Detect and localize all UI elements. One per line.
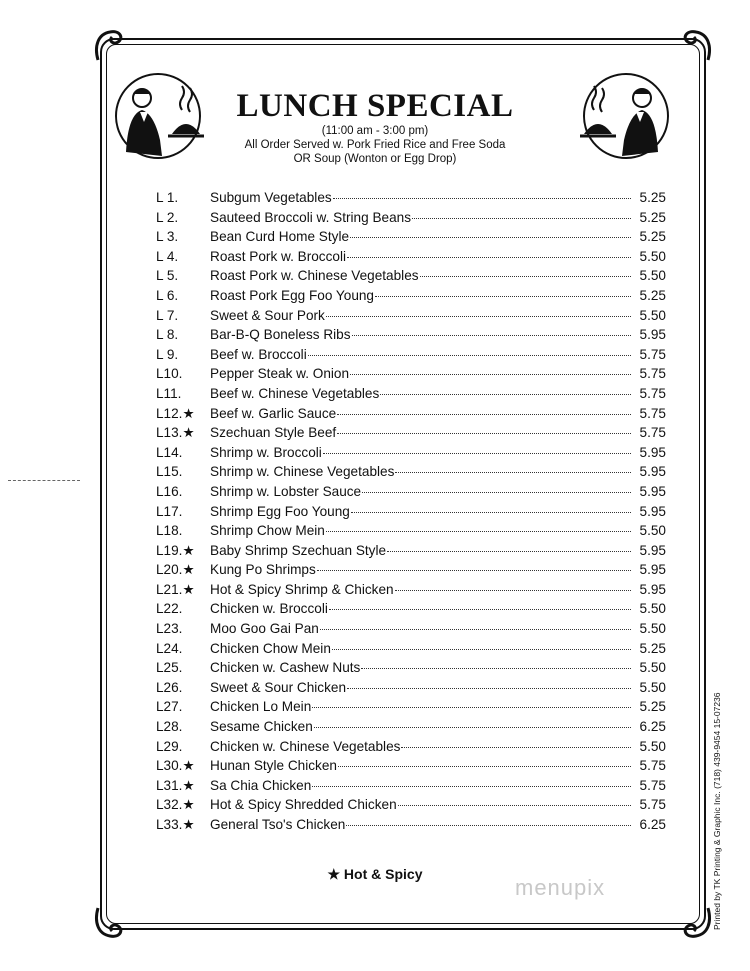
dot-leader	[380, 394, 631, 395]
item-code: L10.	[156, 366, 183, 382]
item-code: L26.	[156, 679, 183, 695]
item-price: 5.95	[639, 464, 666, 480]
menu-item	[156, 660, 666, 680]
item-name: Beef w. Broccoli	[210, 346, 307, 362]
item-name: Szechuan Style Beef	[210, 425, 337, 441]
item-name: Sauteed Broccoli w. String Beans	[210, 209, 411, 225]
item-name: Shrimp Chow Mein	[210, 523, 325, 539]
dot-leader	[387, 551, 631, 552]
item-code: L 7.	[156, 307, 179, 323]
dot-leader	[308, 355, 631, 356]
item-code: L18.	[156, 523, 183, 539]
item-name: General Tso's Chicken	[210, 817, 346, 832]
menu-item	[156, 778, 666, 798]
dot-leader	[361, 668, 631, 669]
item-price: 5.95	[639, 562, 666, 578]
menu-item	[156, 445, 666, 465]
page-title: LUNCH SPECIAL	[236, 88, 514, 124]
item-price: 5.75	[639, 797, 666, 813]
menu-item	[156, 327, 666, 347]
item-name: Bean Curd Home Style	[210, 229, 350, 245]
item-price: 5.25	[639, 229, 666, 245]
item-price: 5.50	[639, 523, 666, 539]
item-price: 5.25	[639, 699, 666, 715]
menu-item	[156, 229, 666, 249]
item-code: L 6.	[156, 287, 179, 303]
dot-leader	[320, 629, 631, 630]
item-name: Subgum Vegetables	[210, 190, 332, 205]
item-code: L21.★	[156, 581, 195, 597]
dot-leader	[351, 512, 631, 513]
item-name: Shrimp w. Chinese Vegetables	[210, 464, 395, 480]
dot-leader	[329, 609, 631, 610]
hot-spicy-legend: ★ Hot & Spicy	[327, 866, 423, 882]
item-price: 5.75	[639, 346, 666, 362]
item-name: Hot & Spicy Shrimp & Chicken	[210, 581, 394, 597]
item-price: 5.50	[639, 679, 666, 695]
item-code: L14.	[156, 444, 183, 460]
item-name: Roast Pork w. Chinese Vegetables	[210, 268, 419, 284]
item-code: L27.	[156, 699, 183, 715]
item-price: 5.75	[639, 777, 666, 793]
item-name: Roast Pork Egg Foo Young	[210, 287, 374, 303]
menu-item	[156, 719, 666, 739]
item-price: 5.95	[639, 483, 666, 499]
item-code: L19.★	[156, 542, 195, 558]
menu-item	[156, 739, 666, 759]
menu-item	[156, 758, 666, 778]
dot-leader	[375, 296, 631, 297]
item-price: 5.50	[639, 248, 666, 264]
item-name: Pepper Steak w. Onion	[210, 366, 350, 382]
menu-item	[156, 210, 666, 230]
item-price: 5.25	[639, 190, 666, 205]
item-price: 6.25	[639, 817, 666, 832]
menu-item	[156, 464, 666, 484]
item-code: L28.	[156, 719, 183, 735]
item-price: 5.95	[639, 581, 666, 597]
item-code: L24.	[156, 640, 183, 656]
item-price: 5.95	[639, 444, 666, 460]
item-code: L23.	[156, 621, 183, 637]
dot-leader	[350, 237, 631, 238]
menu-item	[156, 680, 666, 700]
stray-mark	[8, 480, 80, 481]
dot-leader	[412, 218, 631, 219]
item-code: L11.	[156, 385, 182, 401]
dot-leader	[401, 747, 631, 748]
item-price: 6.25	[639, 719, 666, 735]
item-price: 5.25	[639, 209, 666, 225]
menu-list	[156, 190, 666, 837]
item-code: L20.★	[156, 562, 195, 578]
menu-item	[156, 601, 666, 621]
menu-item	[156, 641, 666, 661]
item-code: L 5.	[156, 268, 179, 284]
dot-leader	[312, 786, 631, 787]
menu-item	[156, 386, 666, 406]
item-price: 5.75	[639, 758, 666, 774]
item-name: Chicken Lo Mein	[210, 699, 312, 715]
item-name: Chicken w. Cashew Nuts	[210, 660, 361, 676]
menu-item	[156, 797, 666, 817]
printer-credit: Printed by TK Printing & Graphic Inc. (718) 439-9454 15-07236	[712, 692, 722, 930]
item-code: L16.	[156, 483, 183, 499]
corner-flourish-icon	[676, 26, 716, 66]
item-name: Chicken w. Broccoli	[210, 601, 328, 617]
dot-leader	[350, 374, 631, 375]
dot-leader	[362, 492, 631, 493]
menu-item	[156, 523, 666, 543]
item-code: L 2.	[156, 209, 179, 225]
item-name: Beef w. Chinese Vegetables	[210, 385, 380, 401]
dot-leader	[395, 472, 631, 473]
soup-option-text: OR Soup (Wonton or Egg Drop)	[293, 153, 457, 165]
corner-flourish-icon	[676, 902, 716, 942]
corner-flourish-icon	[90, 902, 130, 942]
item-price: 5.50	[639, 660, 666, 676]
dot-leader	[332, 649, 631, 650]
item-code: L 3.	[156, 229, 179, 245]
menu-item	[156, 425, 666, 445]
dot-leader	[347, 257, 631, 258]
dot-leader	[398, 805, 631, 806]
menu-item	[156, 249, 666, 269]
item-name: Shrimp Egg Foo Young	[210, 503, 350, 519]
item-name: Beef w. Garlic Sauce	[210, 405, 337, 421]
dot-leader	[337, 433, 631, 434]
dot-leader	[326, 316, 631, 317]
dot-leader	[314, 727, 631, 728]
item-price: 5.25	[639, 287, 666, 303]
dot-leader	[395, 590, 631, 591]
item-name: Shrimp w. Lobster Sauce	[210, 483, 362, 499]
menu-item	[156, 817, 666, 837]
item-name: Roast Pork w. Broccoli	[210, 248, 346, 264]
item-code: L33.★	[156, 817, 195, 832]
menu-item	[156, 268, 666, 288]
item-code: L 1.	[156, 190, 179, 205]
dot-leader	[346, 825, 631, 826]
item-name: Chicken w. Chinese Vegetables	[210, 738, 401, 754]
item-name: Chicken Chow Mein	[210, 640, 331, 656]
menu-item	[156, 699, 666, 719]
item-code: L15.	[156, 464, 183, 480]
item-name: Hot & Spicy Shredded Chicken	[210, 797, 397, 813]
dot-leader	[312, 707, 631, 708]
item-name: Baby Shrimp Szechuan Style	[210, 542, 387, 558]
dot-leader	[333, 198, 631, 199]
dot-leader	[338, 766, 631, 767]
item-price: 5.95	[639, 503, 666, 519]
item-code: L32.★	[156, 797, 195, 813]
dot-leader	[352, 335, 631, 336]
corner-flourish-icon	[90, 26, 130, 66]
item-name: Sweet & Sour Pork	[210, 307, 325, 323]
item-name: Sesame Chicken	[210, 719, 313, 735]
item-code: L30.★	[156, 758, 195, 774]
item-price: 5.50	[639, 601, 666, 617]
item-code: L13.★	[156, 425, 195, 441]
menu-item	[156, 582, 666, 602]
item-code: L 9.	[156, 346, 179, 362]
item-price: 5.50	[639, 621, 666, 637]
item-code: L 8.	[156, 327, 179, 343]
hours-text: (11:00 am - 3:00 pm)	[321, 125, 429, 137]
item-name: Hunan Style Chicken	[210, 758, 337, 774]
dot-leader	[326, 531, 631, 532]
menu-item	[156, 366, 666, 386]
menu-item	[156, 621, 666, 641]
item-price: 5.50	[639, 738, 666, 754]
item-name: Moo Goo Gai Pan	[210, 621, 319, 637]
item-price: 5.95	[639, 327, 666, 343]
menu-item	[156, 484, 666, 504]
item-price: 5.25	[639, 640, 666, 656]
item-code: L 4.	[156, 248, 179, 264]
menu-item	[156, 347, 666, 367]
item-code: L17.	[156, 503, 183, 519]
menu-item	[156, 308, 666, 328]
item-code: L29.	[156, 738, 183, 754]
item-price: 5.95	[639, 542, 666, 558]
menu-item	[156, 288, 666, 308]
item-code: L25.	[156, 660, 183, 676]
item-price: 5.50	[639, 307, 666, 323]
item-price: 5.75	[639, 366, 666, 382]
item-name: Sa Chia Chicken	[210, 777, 312, 793]
item-name: Sweet & Sour Chicken	[210, 679, 347, 695]
item-name: Bar-B-Q Boneless Ribs	[210, 327, 351, 343]
menu-item	[156, 562, 666, 582]
item-code: L12.★	[156, 405, 195, 421]
item-code: L22.	[156, 601, 183, 617]
item-name: Shrimp w. Broccoli	[210, 444, 322, 460]
served-with-text: All Order Served w. Pork Fried Rice and Free Soda	[244, 139, 506, 151]
item-price: 5.75	[639, 405, 666, 421]
dot-leader	[317, 570, 631, 571]
menu-item	[156, 406, 666, 426]
menu-item	[156, 504, 666, 524]
item-price: 5.50	[639, 268, 666, 284]
item-code: L31.★	[156, 777, 195, 793]
item-name: Kung Po Shrimps	[210, 562, 316, 578]
dot-leader	[337, 414, 631, 415]
menu-item	[156, 190, 666, 210]
watermark: menupix	[515, 875, 606, 900]
dot-leader	[347, 688, 631, 689]
item-price: 5.75	[639, 385, 666, 401]
item-price: 5.75	[639, 425, 666, 441]
menu-item	[156, 543, 666, 563]
dot-leader	[323, 453, 631, 454]
dot-leader	[420, 276, 631, 277]
